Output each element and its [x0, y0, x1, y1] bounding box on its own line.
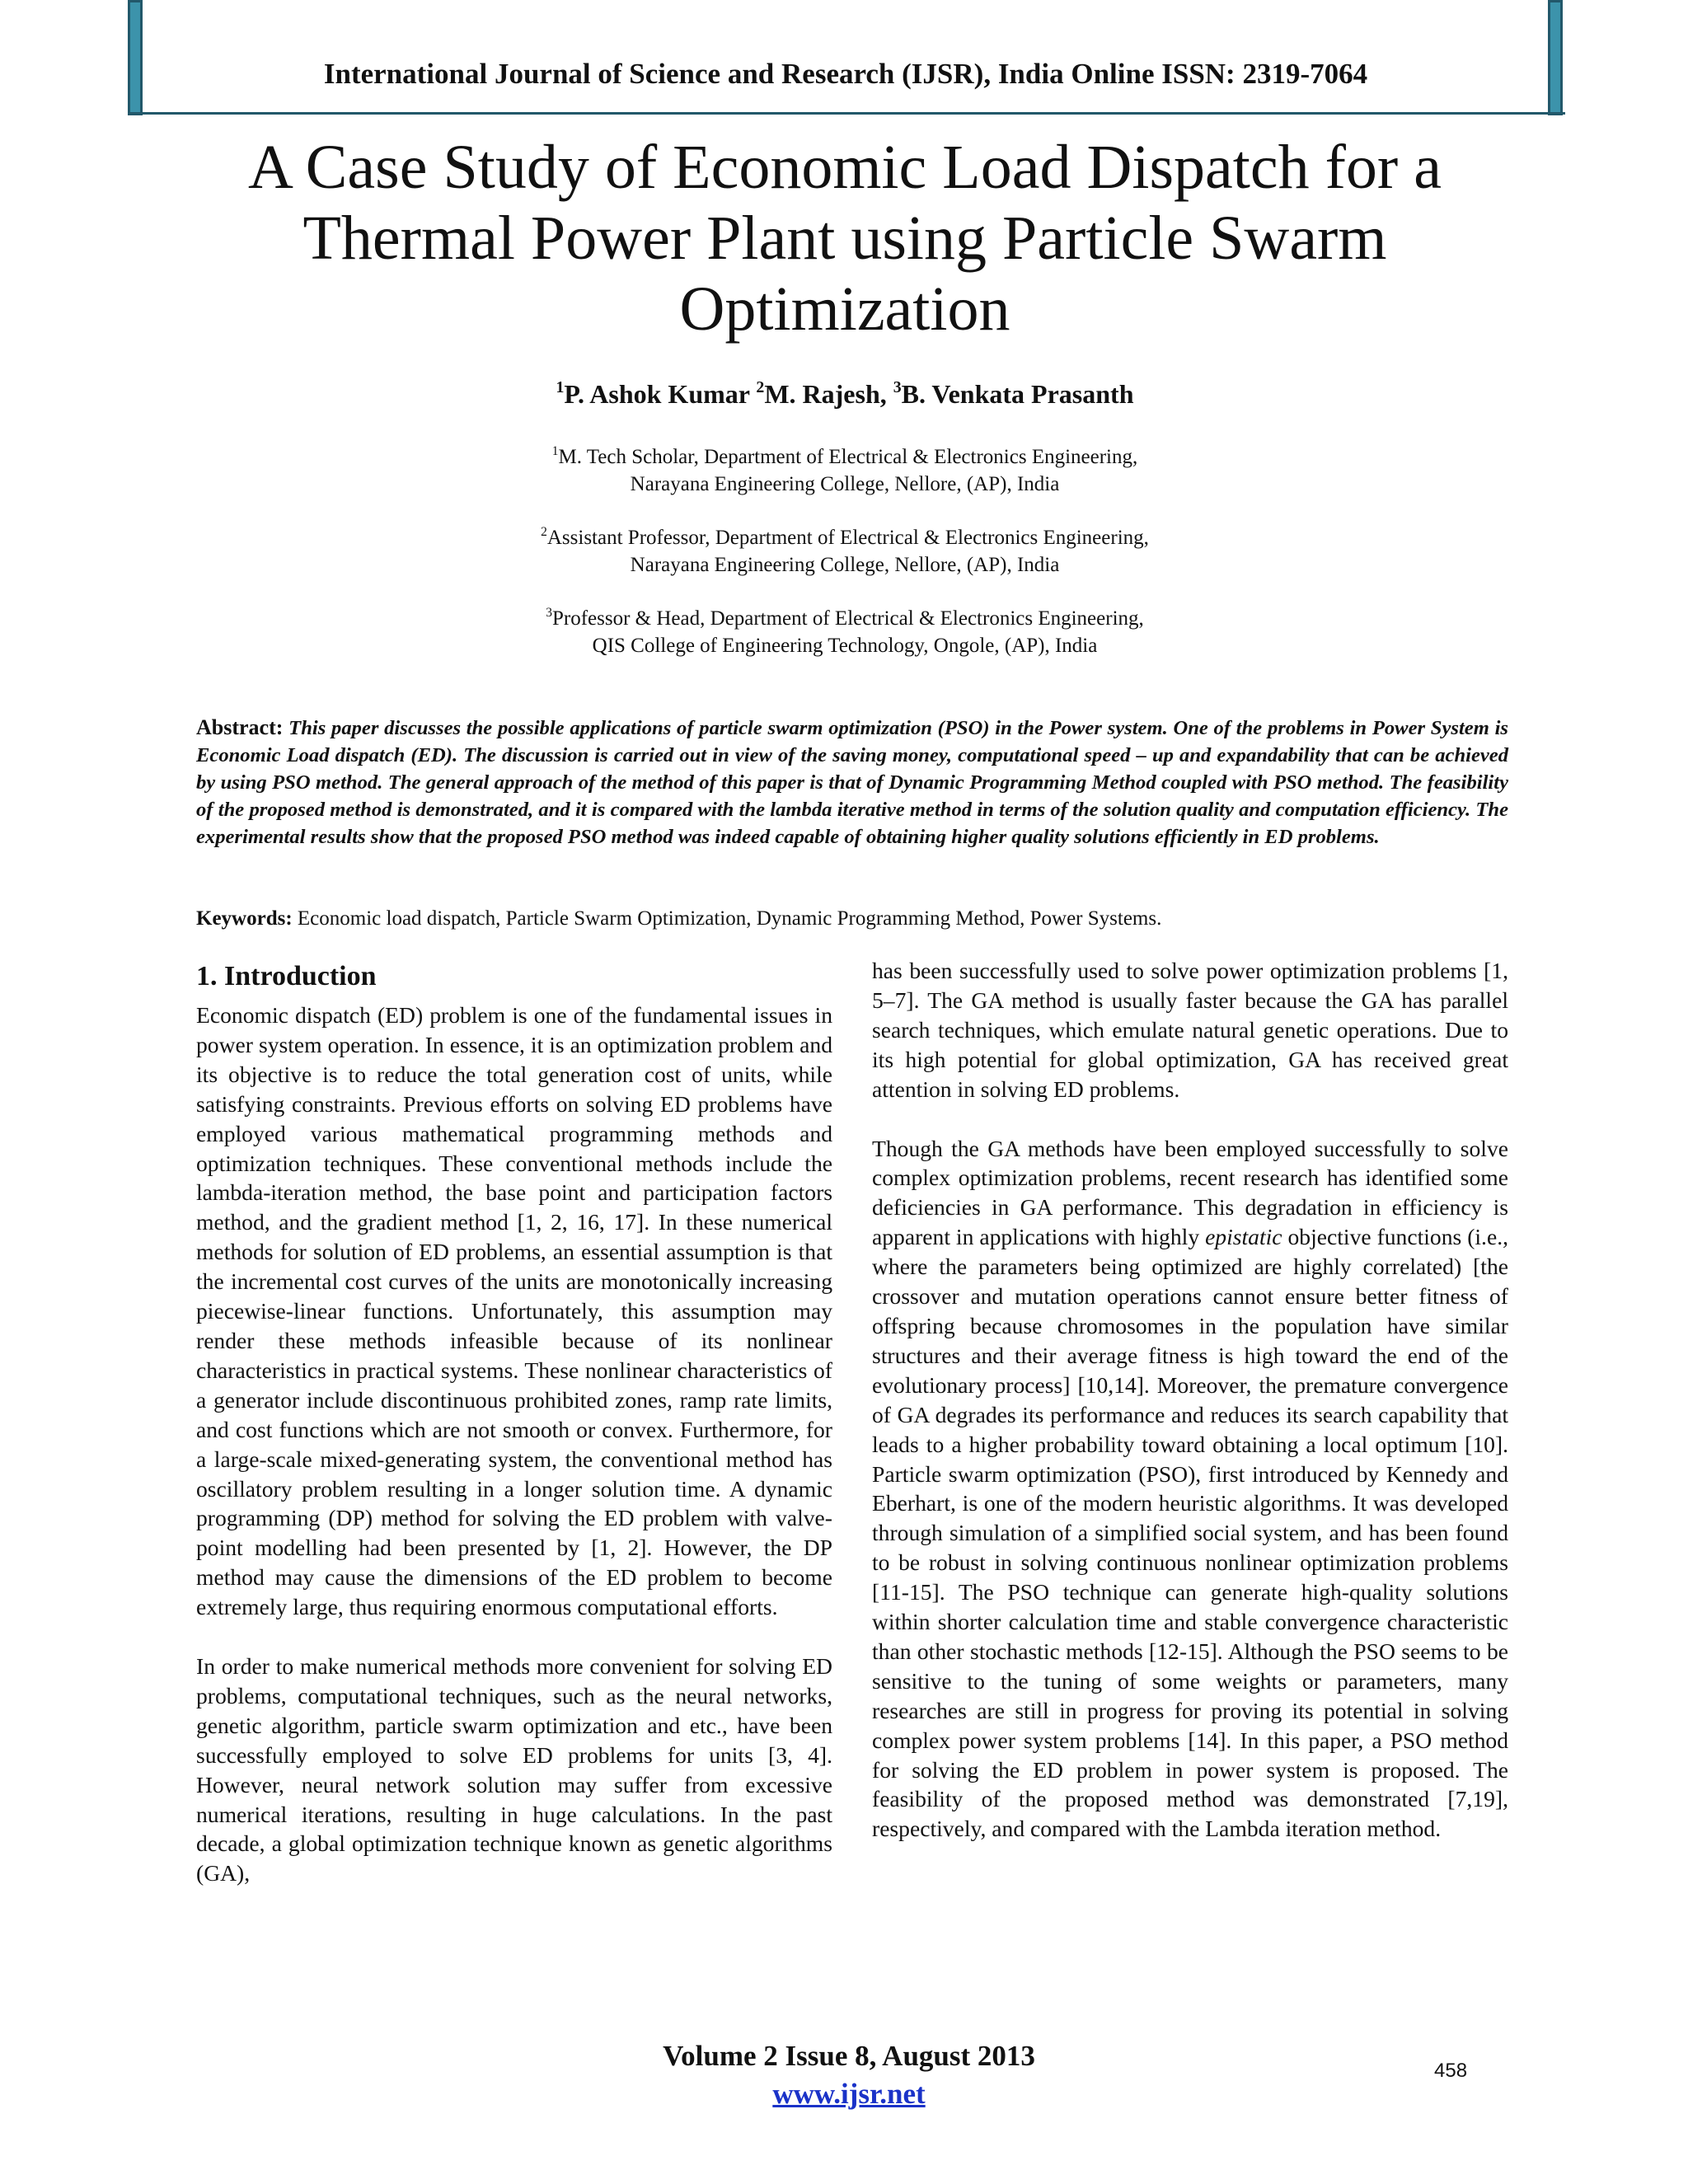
title-line-2: Thermal Power Plant using Particle Swarm — [302, 204, 1387, 273]
intro-paragraph-4-b: objective functions (i.e., where the parameters being optimized are highly correlated) [the crossover and mutation operations cannot ensure better fitness of offspring because chromosomes in the population have similar structures and their average fitness is high toward the end of the evolutionary process] [10,14]. Moreover, the premature convergence of GA degrades its performance and reduces its search capability that leads to a higher probability toward obtaining a local optimum [10]. Particle swarm optimization (PSO), first introduced by Kennedy and Eberhart, is one of the modern heuristic algorithms. It was developed through simulation of a simplified social system, and has been found to be robust in solving continuous nonlinear optimization problems [11-15]. The PSO technique can generate high-quality solutions within shorter calculation time and stable convergence characteristic than other stochastic methods [12-15]. Although the PSO seems to be sensitive to the tuning of some weights or parameters, many researches are still in progress for proving its potential in solving complex power system problems [14]. In this paper, a PSO method for solving the ED problem in power system is proposed. The feasibility of the proposed method was demonstrated [7,19], respectively, and compared with the Lambda iteration method. — [872, 1224, 1509, 1842]
paper-title — [165, 132, 1525, 344]
author-list — [165, 377, 1525, 410]
abstract-label: Abstract: — [196, 715, 284, 739]
author-1-sup: 1 — [556, 378, 565, 397]
affiliation-3-line-1: Professor & Head, Department of Electrical & Electronics Engineering, — [551, 607, 1144, 630]
footer-volume: Volume 2 Issue 8, August 2013 — [663, 2040, 1035, 2072]
keywords-text: Economic load dispatch, Particle Swarm Optimization, Dynamic Programming Method, Power Systems. — [297, 907, 1162, 930]
author-3-name: B. Venkata Prasanth — [901, 379, 1134, 409]
affiliation-3 — [247, 605, 1442, 659]
epistatic-term: epistatic — [1205, 1224, 1282, 1250]
author-3-sup: 3 — [893, 378, 902, 397]
page-number: 458 — [1434, 2060, 1468, 2082]
affiliation-3-sup: 3 — [546, 605, 552, 620]
affiliation-1-sup: 1 — [551, 443, 559, 458]
affiliation-1-line-2: Narayana Engineering College, Nellore, (AP), India — [630, 473, 1060, 495]
affiliation-2-sup: 2 — [541, 524, 547, 539]
section-heading-introduction: 1. Introduction — [196, 961, 377, 991]
header-rule — [128, 112, 1565, 115]
author-2-sup: 2 — [756, 378, 765, 397]
right-column — [872, 956, 1508, 1844]
abstract — [196, 714, 1508, 851]
intro-paragraph-1: Economic dispatch (ED) problem is one of the fundamental issues in power system operation. In essence, it is an optimization problem and its objective is to reduce the total generation cost of units, while satisfying constraints. Previous efforts on solving ED problems have employed various mathematical programming methods and optimization techniques. These conventional methods include the lambda-iteration method, the base point and participation factors method, and the gradient method [1, 2, 16, 17]. In these numerical methods for solution of ED problems, an essential assumption is that the incremental cost curves of the units are monotonically increasing piecewise-linear functions. Unfortunately, this assumption may render these methods infeasible because of its nonlinear characteristics in practical systems. These nonlinear characteristics of a generator include discontinuous prohibited zones, ramp rate limits, and cost functions which are not smooth or convex. Furthermore, for a large-scale mixed-generating system, the conventional method has oscillatory problem resulting in a longer solution time. A dynamic programming (DP) method for solving the ED problem with valve-point modelling had been presented by [1, 2]. However, the DP method may cause the dimensions of the ED problem to become extremely large, thus requiring enormous computational efforts. — [196, 1002, 832, 1620]
left-column — [196, 1001, 832, 1888]
abstract-text: This paper discusses the possible applications of particle swarm optimization (PSO) in the Power system. One of the problems in Power System is Economic Load dispatch (ED). The discussion is carried out in view of the saving money, computational speed – up and expandability that can be achieved by using PSO method. The general approach of the method of this paper is that of Dynamic Programming Method coupled with PSO method. The feasibility of the proposed method is demonstrated, and it is compared with the lambda iterative method in terms of the solution quality and computation efficiency. The experimental results show that the proposed PSO method was indeed capable of obtaining higher quality solutions efficiently in ED problems. — [196, 717, 1508, 848]
affiliation-2-line-2: Narayana Engineering College, Nellore, (AP), India — [630, 554, 1060, 576]
title-line-3: Optimization — [679, 274, 1010, 344]
intro-paragraph-3: has been successfully used to solve power optimization problems [1, 5–7]. The GA method is usually faster because the GA has parallel search techniques, which emulate natural genetic operations. Due to its high potential for global optimization, GA has received great attention in solving ED problems. — [872, 958, 1508, 1102]
affiliation-1 — [247, 443, 1442, 498]
footer-journal-link[interactable]: www.ijsr.net — [772, 2078, 926, 2110]
keywords — [196, 905, 1508, 932]
affiliation-2 — [247, 524, 1442, 579]
affiliation-2-line-1: Assistant Professor, Department of Electrical & Electronics Engineering, — [546, 527, 1149, 549]
affiliation-1-line-1: M. Tech Scholar, Department of Electrical & Electronics Engineering, — [558, 446, 1138, 468]
header-left-bar — [128, 0, 143, 115]
title-line-1: A Case Study of Economic Load Dispatch for a — [248, 133, 1442, 202]
author-2-name: M. Rajesh, — [764, 379, 887, 409]
affiliation-3-line-2: QIS College of Engineering Technology, Ongole, (AP), India — [592, 635, 1098, 657]
intro-paragraph-4-a: Though the GA methods have been employed successfully to solve complex optimization problems, recent research has identified some deficiencies in GA performance. This degradation in efficiency is apparent in applications with highly — [872, 1135, 1508, 1250]
author-1-name: P. Ashok Kumar — [564, 379, 750, 409]
header-right-bar — [1548, 0, 1563, 115]
intro-paragraph-2: In order to make numerical methods more convenient for solving ED problems, computational techniques, such as the neural networks, genetic algorithm, particle swarm optimization and etc., have been successfully employed to solve ED problems for units [3, 4]. However, neural network solution may suffer from excessive numerical iterations, resulting in huge calculations. In the past decade, a global optimization technique known as genetic algorithms (GA), — [196, 1653, 832, 1886]
intro-paragraph-4 — [872, 1134, 1508, 1844]
journal-header: International Journal of Science and Research (IJSR), India Online ISSN: 2319-7064 — [323, 58, 1368, 90]
keywords-label: Keywords: — [196, 907, 293, 930]
